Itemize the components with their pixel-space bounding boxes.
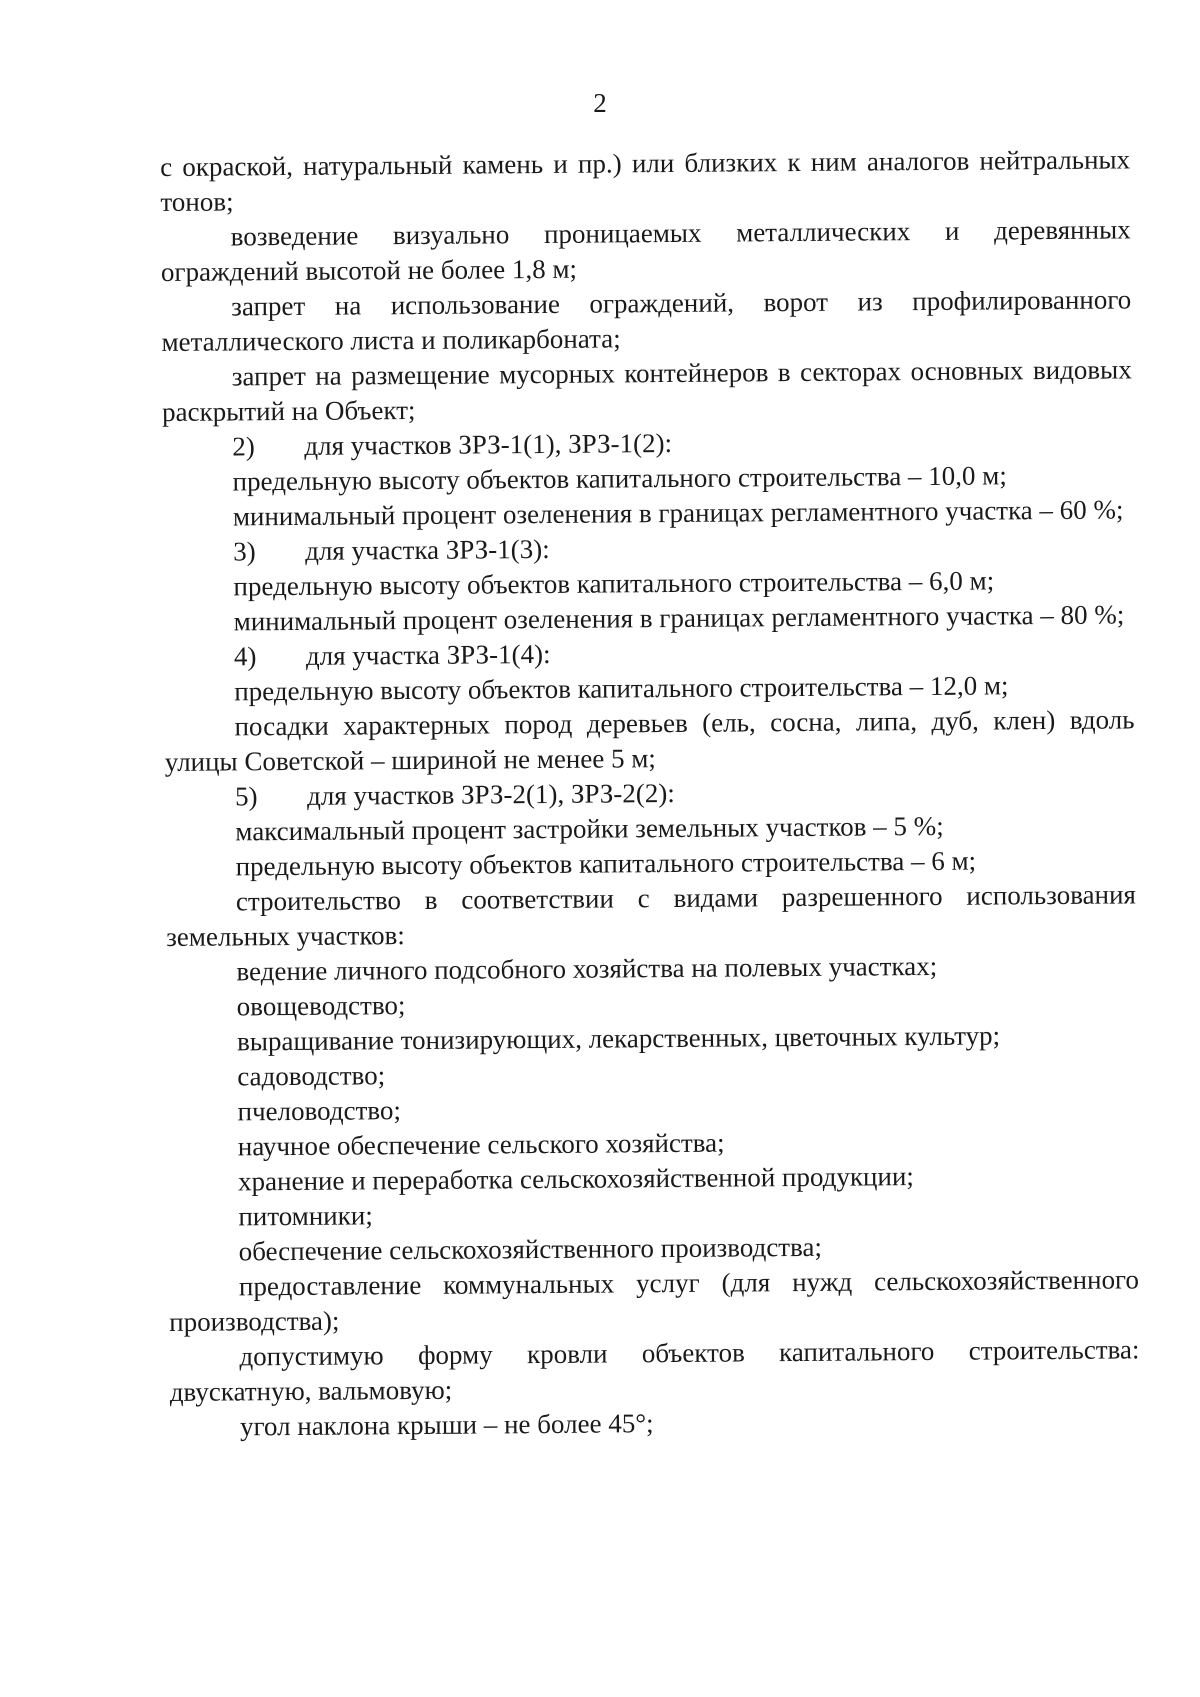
paragraph: допустимую форму кровли объектов капитального строительства: двускатную, вальмовую; — [169, 1334, 1140, 1407]
item-heading: для участка ЗРЗ-1(3): — [305, 533, 550, 566]
document-body — [160, 142, 1140, 1445]
paragraph: с окраской, натуральный камень и пр.) или близких к ним аналогов нейтральных тонов; — [160, 144, 1131, 217]
paragraph: максимальный процент застройки земельных участков – 5 %; — [235, 810, 944, 847]
paragraph: строительство в соответствии с видами разрешенного использования земельных участков: — [166, 879, 1136, 952]
paragraph: минимальный процент озеленения в границах регламентного участка – 80 %; — [233, 599, 1125, 637]
paragraph: предельную высоту объектов капитального строительства – 6 м; — [235, 845, 977, 882]
paragraph: угол наклона крыши – не более 45°; — [239, 1408, 654, 1442]
paragraph: выращивание тонизирующих, лекарственных, цветочных культур; — [236, 1020, 1001, 1057]
paragraph: предельную высоту объектов капитального строительства – 12,0 м; — [234, 670, 1009, 707]
item-heading: для участков ЗРЗ-2(1), ЗРЗ-2(2): — [306, 777, 675, 811]
paragraph: ведение личного подсобного хозяйства на полевых участках; — [236, 950, 938, 987]
paragraph: предоставление коммунальных услуг (для нужд сельскохозяйственного производства); — [169, 1264, 1140, 1337]
paragraph: пчеловодство; — [237, 1095, 402, 1127]
paragraph: предельную высоту объектов капитального строительства – 10,0 м; — [232, 460, 1007, 497]
item-heading: для участка ЗРЗ-1(4): — [305, 638, 551, 671]
page-number: 2 — [593, 88, 607, 118]
paragraph: обеспечение сельскохозяйственного производства; — [238, 1231, 823, 1267]
paragraph: научное обеспечение сельского хозяйства; — [237, 1127, 725, 1162]
paragraph: возведение визуально проницаемых металлических и деревянных ограждений высотой не более 1,8 м; — [160, 214, 1131, 287]
paragraph: посадки характерных пород деревьев (ель, сосна, липа, дуб, клен) вдоль улицы Советской – шириной не менее 5 м; — [164, 704, 1135, 777]
paragraph: хранение и переработка сельскохозяйственной продукции; — [237, 1161, 914, 1197]
item-number: 2) — [232, 431, 255, 462]
item-number: 4) — [233, 641, 257, 672]
paragraph: минимальный процент озеленения в границах регламентного участка – 60 %; — [232, 494, 1124, 532]
item-number: 5) — [234, 781, 258, 812]
paragraph: садоводство; — [237, 1060, 386, 1092]
paragraph: питомники; — [238, 1200, 373, 1232]
paragraph: запрет на размещение мусорных контейнеров в секторах основных видовых раскрытий на Объект; — [161, 354, 1132, 427]
paragraph: овощеводство; — [236, 990, 406, 1022]
paragraph: запрет на использование ограждений, ворот из профилированного металлического листа и поликарбоната; — [161, 284, 1132, 357]
paragraph: предельную высоту объектов капитального строительства – 6,0 м; — [233, 565, 995, 602]
item-number: 3) — [233, 536, 256, 567]
item-heading: для участков ЗРЗ-1(1), ЗРЗ-1(2): — [304, 427, 673, 461]
